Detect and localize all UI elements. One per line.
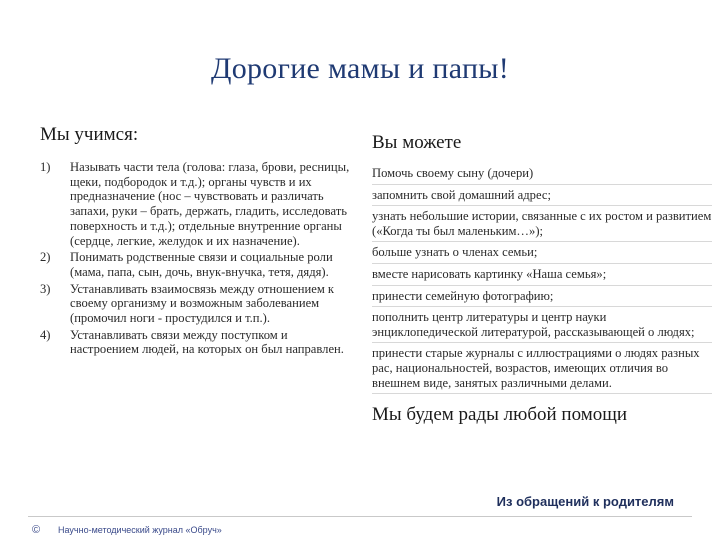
list-item [40,250,352,279]
list-item-text: Понимать родственные связи и социальные роли (мама, папа, сын, дочь, внук-внучка, тетя, дядя). [70,250,333,279]
footer [32,524,222,536]
we-learn-list [40,160,352,357]
list-item [40,282,352,326]
list-item: вместе нарисовать картинку «Наша семья»; [372,267,712,286]
list-number: 4) [40,327,51,342]
list-number: 3) [40,281,51,296]
source-caption: Из обращений к родителям [496,494,674,509]
you-can-list [372,166,712,394]
you-can-column [372,132,712,426]
we-learn-heading: Мы учимся: [40,124,139,145]
list-item: Помочь своему сыну (дочери) [372,166,712,185]
list-item-text: Устанавливать взаимосвязь между отношением к своему организму и возможным заболеванием (промочил ноги - простудился и т.п.). [70,281,335,326]
list-item: принести старые журналы с иллюстрациями о людях разных рас, национальностей, возрастов, имеющих отличия во внешнем виде, занятых различными делами. [372,346,712,394]
list-item-text: Устанавливать связи между поступком и настроением людей, на которых он был направлен. [70,327,344,357]
list-number: 2) [40,250,51,265]
closing-message: Мы будем рады любой помощи [372,404,628,426]
list-number: 1) [40,160,51,174]
list-item: больше узнать о членах семьи; [372,245,712,264]
page-title: Дорогие мамы и папы! [210,52,510,85]
list-item: узнать небольшие истории, связанные с их ростом и развитием («Когда ты был маленьким…»); [372,209,712,242]
footer-divider [28,516,692,517]
list-item [40,328,352,357]
list-item-text: Называть части тела (голова: глаза, брови, ресницы, щеки, подбородок и т.д.); органы чувств и их предназначение (нос – чувствовать и различать запахи, руки – брать, держать, гладить, исследовать поверхность и т.д.); отдельные внутренние органы (сердце, легкие, желудок и их назначение). [70,160,350,248]
copyright-icon: © [32,524,41,536]
journal-name: Научно-методический журнал «Обруч» [58,525,222,535]
list-item: принести семейную фотографию; [372,289,712,308]
list-item [40,160,352,248]
we-learn-column [40,124,352,359]
list-item: запомнить свой домашний адрес; [372,188,712,207]
list-item: пополнить центр литературы и центр науки энциклопедической литературой, рассказывающей о людях; [372,310,712,343]
you-can-heading: Вы можете [372,132,462,153]
